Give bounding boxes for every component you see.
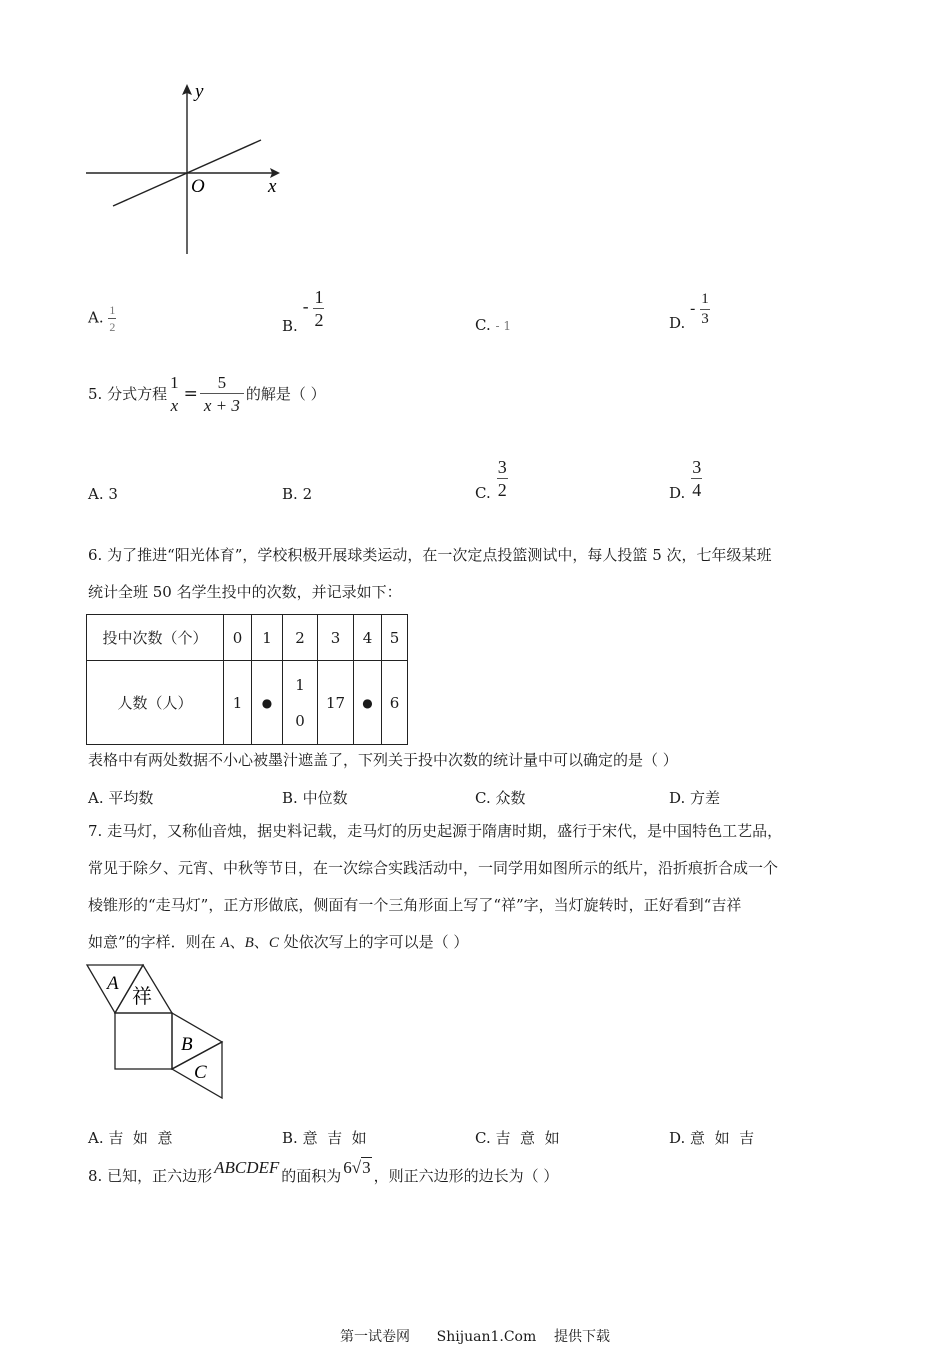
option-letter: A.	[88, 789, 104, 807]
table-header-cell: 人数（人）	[87, 661, 224, 745]
table-cell: 5	[382, 615, 408, 661]
table-cell: 6	[382, 661, 408, 745]
table-cell: 2	[283, 615, 318, 661]
table-cell-covered: ●	[252, 661, 283, 745]
q4-option-b[interactable]	[282, 287, 324, 335]
q5-lhs-fraction: 1 x	[170, 373, 179, 415]
option-value: 意 如 吉	[690, 1129, 755, 1147]
q6-table	[86, 614, 408, 745]
option-value: 众数	[495, 789, 526, 807]
option-value: - 1	[495, 319, 512, 333]
table-cell: 4	[354, 615, 382, 661]
q4-option-a[interactable]	[88, 304, 116, 333]
triangle-b	[172, 1013, 222, 1069]
q4-option-c[interactable]	[475, 316, 511, 334]
option-letter: A.	[88, 308, 104, 327]
option-value: 吉 意 如	[495, 1129, 560, 1147]
option-letter: D.	[669, 313, 686, 332]
fraction: $\frac{1}{2}$	[314, 287, 324, 330]
net-label-c: C	[194, 1062, 207, 1083]
q7-option-a[interactable]	[88, 1127, 172, 1148]
q5-equals: =	[183, 384, 198, 404]
option-letter: C.	[475, 1129, 491, 1147]
fraction: $\frac{3}{4}$	[692, 457, 702, 500]
option-letter: D.	[669, 483, 686, 502]
origin-label: O	[191, 176, 205, 197]
table-cell: 17	[318, 661, 354, 745]
minus-sign: -	[302, 296, 309, 318]
option-value: 中位数	[302, 789, 348, 807]
q7-line-4: 如意”的字样．则在 A、B、C 处依次写上的字可以是（ ）	[88, 933, 469, 951]
table-cell: 1	[224, 661, 252, 745]
q7-option-c[interactable]	[475, 1127, 560, 1148]
option-letter: B.	[282, 1129, 298, 1147]
q5-suffix: 的解是（ ）	[245, 385, 326, 403]
q8-area-expression: 6√3	[343, 1158, 371, 1177]
option-letter: D.	[669, 1129, 686, 1147]
option-letter: B.	[282, 485, 298, 503]
option-value: 吉 如 意	[108, 1129, 173, 1147]
q7-line-2: 常见于除夕、元宵、中秋等节日，在一次综合实践活动中，一同学用如图所示的纸片，沿折痕折合成一个	[88, 859, 779, 877]
option-letter: A.	[88, 1129, 104, 1147]
table-cell: 1 0	[283, 661, 318, 745]
q4-option-d[interactable]	[669, 291, 710, 332]
option-letter: C.	[475, 483, 491, 502]
q7-option-b[interactable]	[282, 1127, 367, 1148]
q5-option-b[interactable]	[282, 485, 312, 503]
option-value: 平均数	[108, 789, 154, 807]
option-letter: D.	[669, 789, 686, 807]
q5-rhs-fraction: $\frac{5}{x + 3}$	[200, 374, 244, 414]
q5-option-c[interactable]	[475, 457, 508, 502]
table-row	[87, 615, 408, 661]
page-footer: 第一试卷网 Shijuan1.Com 提供下载	[339, 1329, 611, 1345]
option-value: 方差	[690, 789, 721, 807]
q7-option-d[interactable]	[669, 1127, 754, 1148]
option-value: 3	[108, 485, 118, 503]
option-letter: B.	[282, 789, 298, 807]
fraction: $\frac{1}{3}$	[701, 291, 709, 327]
net-label-b: B	[181, 1034, 193, 1055]
q6-option-c[interactable]	[475, 787, 526, 808]
fraction: $\frac{3}{2}$	[497, 457, 507, 500]
option-letter: C.	[475, 789, 491, 807]
table-header-cell: 投中次数（个）	[87, 615, 224, 661]
q4-graph	[80, 78, 300, 258]
q6-option-b[interactable]	[282, 787, 348, 808]
option-value: 2	[302, 485, 313, 503]
option-letter: B.	[282, 316, 298, 335]
q6-line-1: 6. 为了推进“阳光体育”，学校积极开展球类运动，在一次定点投篮测试中，每人投篮 5 次，七年级某班	[88, 546, 772, 564]
q6-line-2: 统计全班 50 名学生投中的次数，并记录如下：	[88, 583, 402, 601]
fraction: $\frac{1}{2}$	[109, 303, 116, 334]
option-letter: A.	[88, 485, 104, 503]
radical-sign: √	[351, 1158, 362, 1177]
square-base	[115, 1013, 172, 1069]
q8-middle: 的面积为	[281, 1167, 342, 1185]
q6-option-a[interactable]	[88, 787, 153, 808]
table-cell: 3	[318, 615, 354, 661]
q7-line-1: 7. 走马灯，又称仙音烛，据史料记载，走马灯的历史起源于隋唐时期，盛行于宋代，是中国特色工艺品，	[88, 822, 783, 840]
q8-prefix: 8. 已知，正六边形	[88, 1167, 213, 1185]
q8-question	[88, 1158, 559, 1186]
net-label-xiang: 祥	[132, 984, 152, 1008]
label-c: C	[268, 935, 279, 951]
y-axis-label: y	[195, 81, 204, 102]
table-row	[87, 661, 408, 745]
q7-net-diagram	[84, 962, 229, 1104]
minus-sign: -	[690, 298, 696, 318]
label-b: B	[244, 935, 254, 951]
q5-option-d[interactable]	[669, 457, 702, 502]
q5-prefix: 5. 分式方程	[88, 385, 168, 403]
table-cell-covered: ●	[354, 661, 382, 745]
q5-option-a[interactable]	[88, 485, 118, 503]
x-axis-label: x	[268, 176, 277, 197]
label-a: A	[220, 935, 230, 951]
net-label-a: A	[107, 973, 119, 994]
table-cell: 0	[224, 615, 252, 661]
q8-suffix: ，则正六边形的边长为（ ）	[373, 1167, 559, 1185]
q6-option-d[interactable]	[669, 787, 720, 808]
q6-question: 表格中有两处数据不小心被墨汁遮盖了，下列关于投中次数的统计量中可以确定的是（ ）	[88, 751, 678, 769]
option-value: 意 吉 如	[302, 1129, 367, 1147]
q7-line-3: 棱锥形的“走马灯”，正方形做底，侧面有一个三角形面上写了“祥”字，当灯旋转时，正好看到“吉祥	[88, 896, 742, 914]
table-cell: 1	[252, 615, 283, 661]
option-letter: C.	[475, 316, 491, 334]
q8-hexagon-name: ABCDEF	[214, 1158, 280, 1177]
q5-question	[88, 374, 326, 414]
